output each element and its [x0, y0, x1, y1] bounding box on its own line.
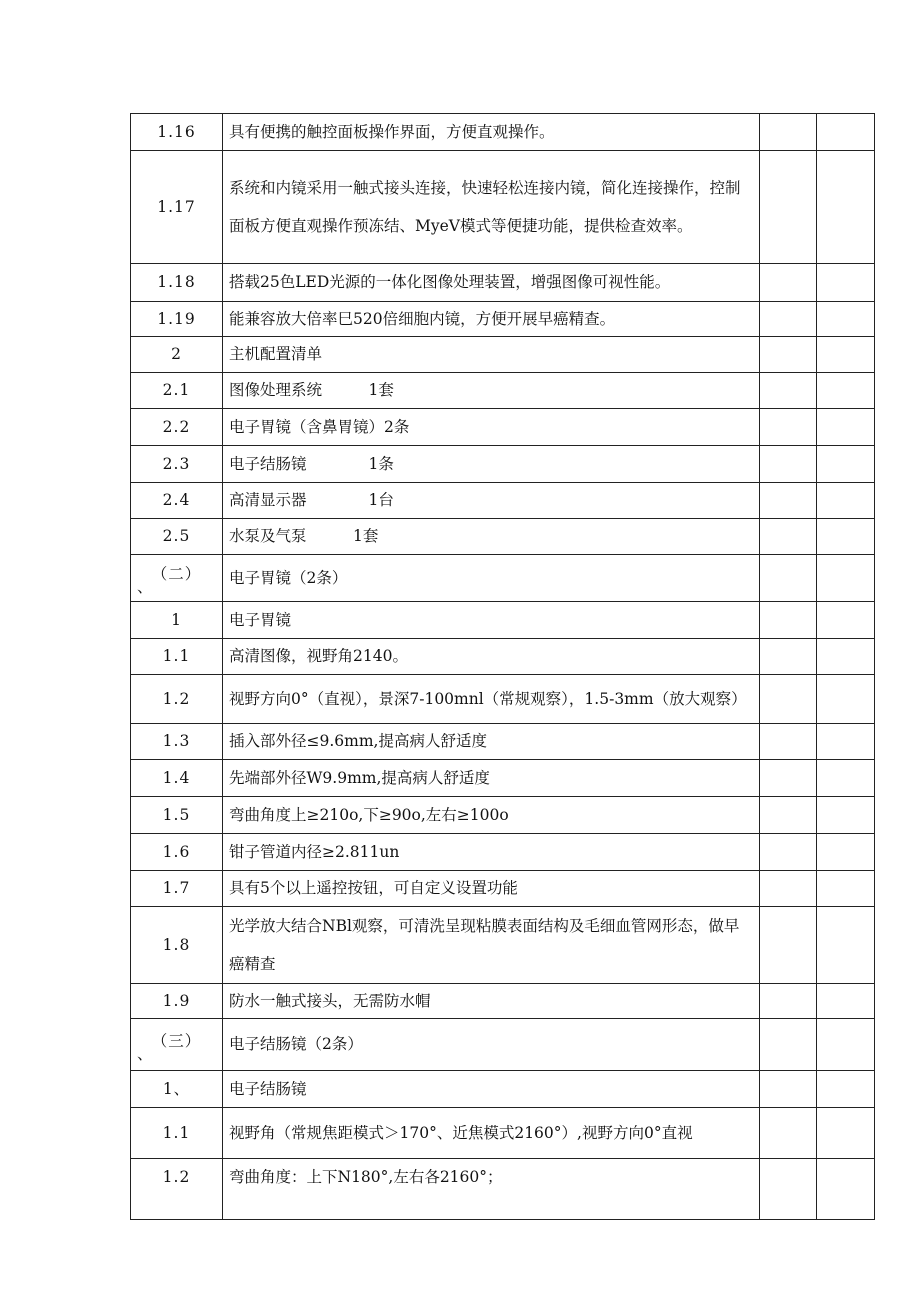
row-description: 弯曲角度上≥210o,下≥90o,左右≥100o	[223, 797, 760, 834]
table-row	[131, 555, 875, 602]
empty-cell	[760, 337, 817, 373]
empty-cell	[760, 302, 817, 337]
row-number: 1.2	[131, 1159, 223, 1220]
row-description: 具有5个以上遥控按钮，可自定义设置功能	[223, 871, 760, 907]
empty-cell	[760, 1108, 817, 1159]
row-description: 电子结肠镜 1条	[223, 446, 760, 483]
empty-cell	[760, 483, 817, 519]
table-row	[131, 1071, 875, 1108]
table-row	[131, 114, 875, 151]
row-description: 系统和内镜采用一触式接头连接，快速轻松连接内镜，简化连接操作，控制面板方便直观操作预冻结、MyeV模式等便捷功能，提供检查效率。	[223, 151, 760, 264]
empty-cell	[817, 834, 875, 871]
row-number: 1.6	[131, 834, 223, 871]
empty-cell	[760, 373, 817, 409]
empty-cell	[760, 871, 817, 907]
empty-cell	[760, 519, 817, 555]
empty-cell	[817, 1108, 875, 1159]
section-number-cell	[131, 555, 223, 602]
table-row	[131, 834, 875, 871]
table-row	[131, 760, 875, 797]
empty-cell	[760, 555, 817, 602]
empty-cell	[760, 151, 817, 264]
empty-cell	[760, 1019, 817, 1071]
enumeration-mark: 、	[137, 1044, 154, 1063]
enumeration-mark: 、	[137, 578, 154, 596]
empty-cell	[760, 602, 817, 639]
row-number: 1.1	[131, 639, 223, 675]
row-description: 电子结肠镜	[223, 1071, 760, 1108]
empty-cell	[760, 675, 817, 724]
section-number-cell	[131, 1019, 223, 1071]
row-number: 1.8	[131, 907, 223, 984]
empty-cell	[817, 483, 875, 519]
row-number: 1、	[131, 1071, 223, 1108]
table-row	[131, 602, 875, 639]
table-row	[131, 984, 875, 1019]
empty-cell	[817, 519, 875, 555]
row-description: 图像处理系统 1套	[223, 373, 760, 409]
empty-cell	[760, 446, 817, 483]
spec-table	[130, 113, 875, 1220]
empty-cell	[760, 797, 817, 834]
table-row	[131, 483, 875, 519]
table-row	[131, 337, 875, 373]
table-row	[131, 675, 875, 724]
row-number: 1.16	[131, 114, 223, 151]
empty-cell	[817, 114, 875, 151]
empty-cell	[817, 797, 875, 834]
row-description: 光学放大结合NBl观察，可清洗呈现粘膜表面结构及毛细血管网形态，做早癌精查	[223, 907, 760, 984]
row-description: 电子结肠镜（2条）	[223, 1019, 760, 1071]
empty-cell	[817, 675, 875, 724]
row-number: 1.7	[131, 871, 223, 907]
empty-cell	[760, 724, 817, 760]
row-number: 1.19	[131, 302, 223, 337]
empty-cell	[817, 871, 875, 907]
empty-cell	[760, 1071, 817, 1108]
table-row	[131, 1108, 875, 1159]
row-number: 1.9	[131, 984, 223, 1019]
row-description: 电子胃镜（含鼻胃镜）2条	[223, 409, 760, 446]
row-description: 先端部外径W9.9mm,提高病人舒适度	[223, 760, 760, 797]
row-number: 2	[131, 337, 223, 373]
empty-cell	[760, 409, 817, 446]
row-description: 视野方向0°（直视），景深7-100mnl（常规观察），1.5-3mm（放大观察）	[223, 675, 760, 724]
table-row	[131, 302, 875, 337]
table-row	[131, 1019, 875, 1071]
row-number: 1.17	[131, 151, 223, 264]
table-row	[131, 446, 875, 483]
empty-cell	[817, 760, 875, 797]
table-row	[131, 151, 875, 264]
row-number: 1.18	[131, 264, 223, 302]
row-number: 1.4	[131, 760, 223, 797]
table-row	[131, 639, 875, 675]
empty-cell	[817, 907, 875, 984]
empty-cell	[817, 724, 875, 760]
empty-cell	[817, 984, 875, 1019]
empty-cell	[760, 114, 817, 151]
row-number: 2.3	[131, 446, 223, 483]
row-description: 电子胃镜	[223, 602, 760, 639]
row-number: 2.4	[131, 483, 223, 519]
empty-cell	[817, 639, 875, 675]
empty-cell	[817, 446, 875, 483]
table-row	[131, 907, 875, 984]
empty-cell	[760, 264, 817, 302]
empty-cell	[760, 760, 817, 797]
row-number: 1.3	[131, 724, 223, 760]
table-row	[131, 373, 875, 409]
empty-cell	[760, 907, 817, 984]
empty-cell	[817, 602, 875, 639]
row-description: 电子胃镜（2条）	[223, 555, 760, 602]
empty-cell	[817, 302, 875, 337]
row-number: 2.5	[131, 519, 223, 555]
empty-cell	[760, 984, 817, 1019]
row-description: 插入部外径≤9.6mm,提高病人舒适度	[223, 724, 760, 760]
row-description: 钳子管道内径≥2.811un	[223, 834, 760, 871]
table-row	[131, 871, 875, 907]
empty-cell	[760, 639, 817, 675]
empty-cell	[817, 1071, 875, 1108]
table-row	[131, 409, 875, 446]
row-description: 高清显示器 1台	[223, 483, 760, 519]
row-description: 具有便携的触控面板操作界面，方便直观操作。	[223, 114, 760, 151]
empty-cell	[817, 1159, 875, 1220]
row-description: 高清图像，视野角2140。	[223, 639, 760, 675]
row-number: 1.2	[131, 675, 223, 724]
row-number: 1.1	[131, 1108, 223, 1159]
empty-cell	[817, 409, 875, 446]
empty-cell	[817, 373, 875, 409]
table-row	[131, 519, 875, 555]
table-row	[131, 1159, 875, 1220]
empty-cell	[817, 151, 875, 264]
empty-cell	[817, 555, 875, 602]
row-description: 搭载25色LED光源的一体化图像处理装置，增强图像可视性能。	[223, 264, 760, 302]
empty-cell	[817, 264, 875, 302]
empty-cell	[760, 1159, 817, 1220]
table-row	[131, 264, 875, 302]
row-number: 1.5	[131, 797, 223, 834]
section-number: （二）	[151, 565, 202, 583]
section-number: （三）	[151, 1031, 202, 1050]
row-description: 防水一触式接头，无需防水帽	[223, 984, 760, 1019]
row-number: 1	[131, 602, 223, 639]
row-description: 能兼容放大倍率巳520倍细胞内镜，方便开展早癌精查。	[223, 302, 760, 337]
table-row	[131, 797, 875, 834]
row-description: 主机配置清单	[223, 337, 760, 373]
row-number: 2.1	[131, 373, 223, 409]
row-description: 视野角（常规焦距模式＞170°、近焦模式2160°）,视野方向0°直视	[223, 1108, 760, 1159]
table-row	[131, 724, 875, 760]
empty-cell	[817, 337, 875, 373]
empty-cell	[760, 834, 817, 871]
empty-cell	[817, 1019, 875, 1071]
row-number: 2.2	[131, 409, 223, 446]
row-description: 水泵及气泵 1套	[223, 519, 760, 555]
row-description: 弯曲角度：上下N180°,左右各2160°；	[223, 1159, 760, 1220]
